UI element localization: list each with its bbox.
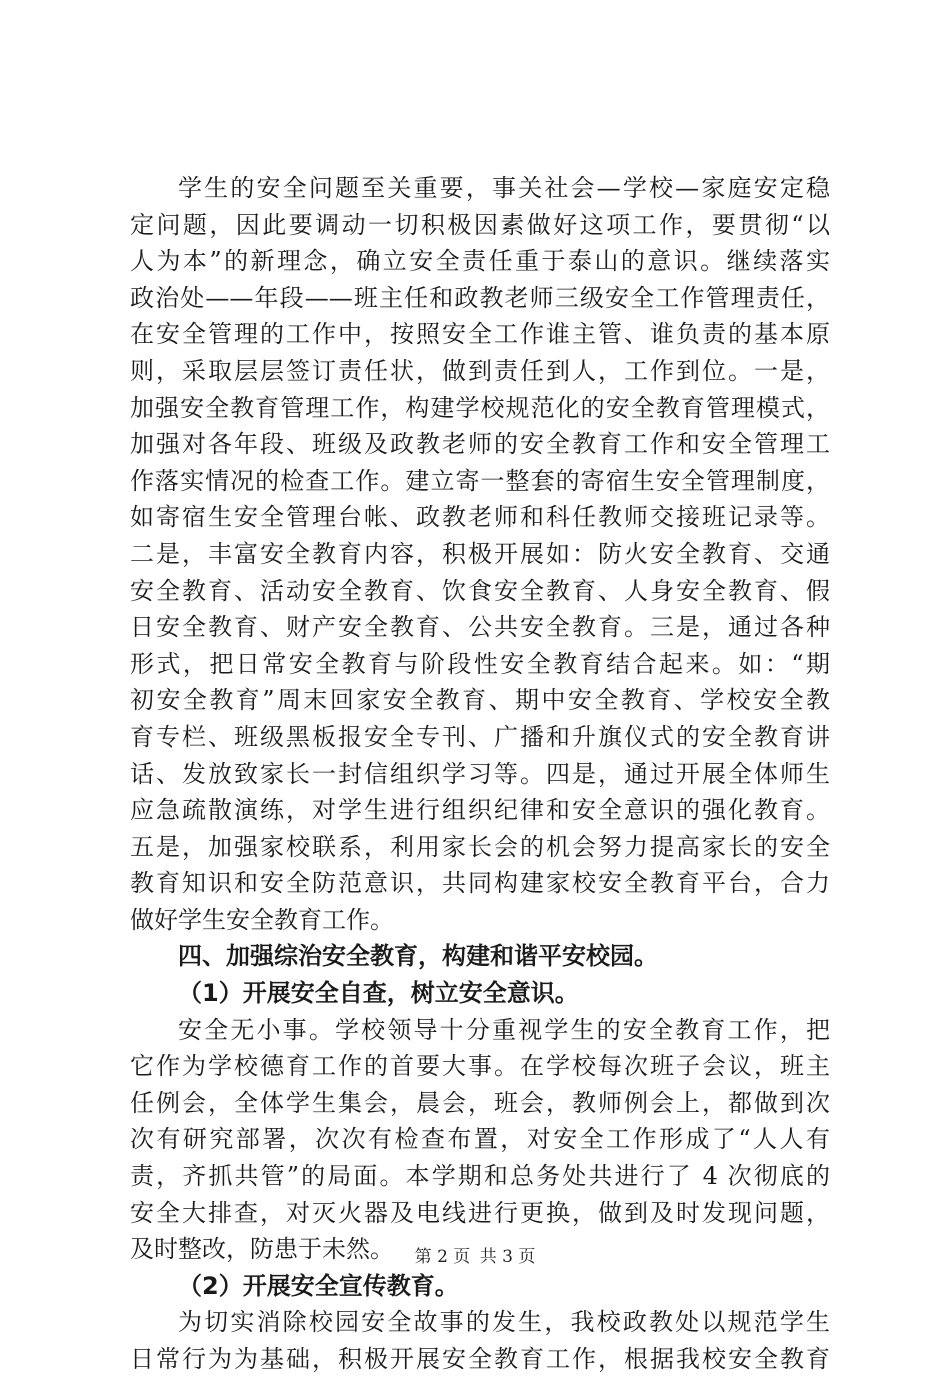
section-heading: 四、加强综治安全教育，构建和谐平安校园。 <box>178 942 658 971</box>
paragraph-line: 作落实情况的检查工作。建立寄一整套的寄宿生安全管理制度， <box>130 466 830 495</box>
paragraph-line: 则，采取层层签订责任状，做到责任到人，工作到位。一是， <box>130 356 830 385</box>
paragraph-line: 它作为学校德育工作的首要大事。在学校每次班子会议，班主 <box>130 1052 830 1081</box>
paragraph-line: 应急疏散演练，对学生进行组织纪律和安全意识的强化教育。 <box>130 796 830 825</box>
paragraph-line: 学生的安全问题至关重要，事关社会—学校—家庭安定稳 <box>178 174 830 202</box>
paragraph-line: 加强对各年段、班级及政教老师的安全教育工作和安全管理工 <box>130 430 830 459</box>
paragraph-line: 人为本”的新理念，确立安全责任重于泰山的意识。继续落实 <box>130 247 830 276</box>
page-number: 第 2 页 <box>414 1247 471 1267</box>
paragraph-line: 及时整改，防患于未然。 <box>130 1235 394 1264</box>
paragraph-line: 安全大排查，对灭火器及电线进行更换，做到及时发现问题， <box>130 1198 830 1227</box>
paragraph-line: 形式，把日常安全教育与阶段性安全教育结合起来。如：“期 <box>130 649 830 678</box>
paragraph-line: 定问题，因此要调动一切积极因素做好这项工作，要贯彻“以 <box>130 210 830 239</box>
paragraph-line: 五是，加强家校联系，利用家长会的机会努力提高家长的安全 <box>130 832 830 861</box>
paragraph-line: 次有研究部署，次次有检查布置，对安全工作形成了“人人有 <box>130 1125 830 1154</box>
paragraph-line: 话、发放致家长一封信组织学习等。四是，通过开展全体师生 <box>130 759 830 788</box>
subsection-heading: （2）开展安全宣传教育。 <box>178 1271 459 1300</box>
paragraph-line: 做好学生安全教育工作。 <box>130 905 394 934</box>
paragraph-line: 初安全教育”周末回家安全教育、期中安全教育、学校安全教 <box>130 686 830 715</box>
paragraph-line: 政治处——年段——班主任和政教老师三级安全工作管理责任， <box>130 283 830 312</box>
paragraph-line: 二是，丰富安全教育内容，积极开展如：防火安全教育、交通 <box>130 539 830 568</box>
paragraph-line: 日安全教育、财产安全教育、公共安全教育。三是，通过各种 <box>130 613 830 642</box>
paragraph-line: 在安全管理的工作中，按照安全工作谁主管、谁负责的基本原 <box>130 320 830 349</box>
paragraph-line: 加强安全教育管理工作，构建学校规范化的安全教育管理模式， <box>130 393 830 422</box>
paragraph-line: 责，齐抓共管”的局面。本学期和总务处共进行了 4 次彻底的 <box>130 1162 830 1191</box>
paragraph-line: 日常行为为基础，积极开展安全教育工作，根据我校安全教育 <box>130 1345 830 1373</box>
paragraph-line: 任例会，全体学生集会，晨会，班会，教师例会上，都做到次 <box>130 1088 830 1117</box>
document-body <box>130 170 830 1378</box>
page-footer <box>0 1242 950 1267</box>
page-total: 共 3 页 <box>479 1247 536 1267</box>
paragraph-line: 育专栏、班级黑板报安全专刊、广播和升旗仪式的安全教育讲 <box>130 722 830 751</box>
paragraph-line: 安全无小事。学校领导十分重视学生的安全教育工作，把 <box>178 1015 830 1044</box>
paragraph-line: 教育知识和安全防范意识，共同构建家校安全教育平台，合力 <box>130 869 830 898</box>
paragraph-line: 安全教育、活动安全教育、饮食安全教育、人身安全教育、假 <box>130 576 830 605</box>
paragraph-line: 为切实消除校园安全故事的发生，我校政教处以规范学生 <box>178 1308 830 1337</box>
subsection-heading: （1）开展安全自查，树立安全意识。 <box>178 979 579 1008</box>
paragraph-line: 如寄宿生安全管理台帐、政教老师和科任教师交接班记录等。 <box>130 503 830 532</box>
